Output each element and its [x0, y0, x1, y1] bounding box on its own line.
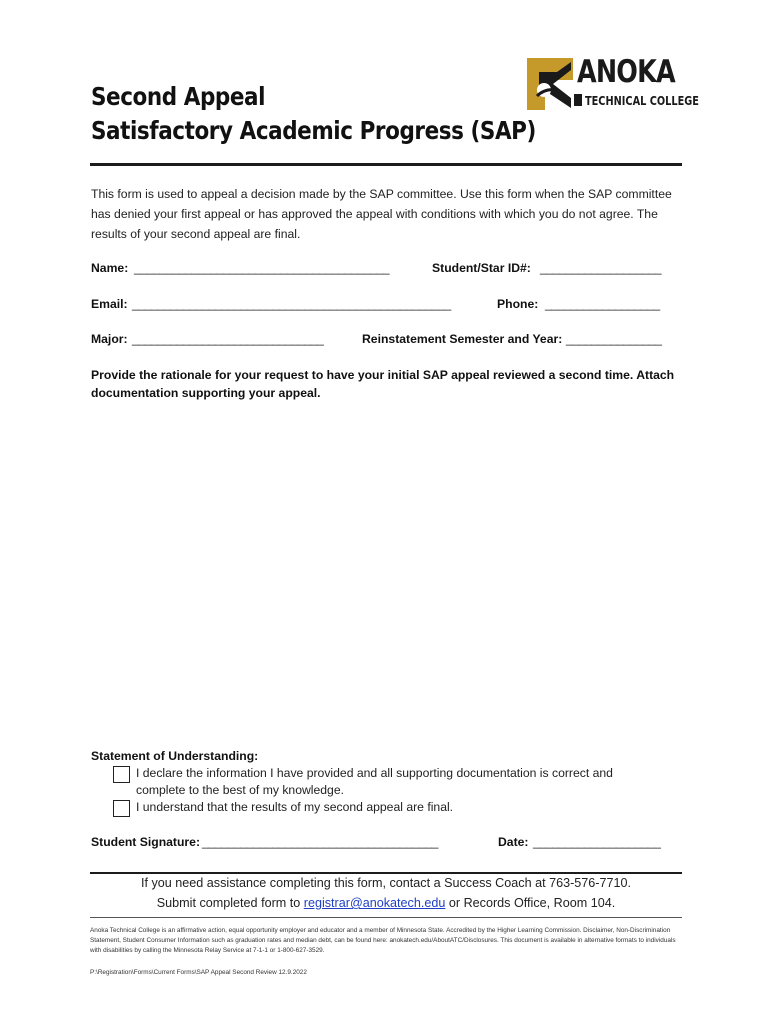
declaration-text-line-2: complete to the best of my knowledge. [136, 783, 344, 797]
phone-label: Phone: [497, 297, 539, 311]
date-field[interactable]: ____________________ [533, 835, 661, 849]
reinstatement-field[interactable]: _______________ [566, 332, 662, 346]
declaration-checkbox[interactable] [113, 766, 130, 783]
signature-label: Student Signature: [91, 835, 201, 849]
email-label: Email: [91, 297, 128, 311]
final-results-checkbox[interactable] [113, 800, 130, 817]
header-divider [90, 163, 682, 166]
signature-field[interactable]: _____________________________________ [202, 835, 438, 849]
name-label: Name: [91, 261, 129, 275]
statement-heading: Statement of Understanding: [91, 749, 259, 763]
intro-paragraph: This form is used to appeal a decision made by the SAP committee. Use this form when the SAP committee has denied your first appeal or has approved the appeal with conditions with which you do not agree. The results of your second appeal are final. [91, 187, 672, 241]
rationale-response-area[interactable] [91, 408, 681, 738]
page-title-line-1: Second Appeal [91, 82, 266, 111]
registrar-email-link[interactable]: registrar@anokatech.edu [303, 896, 446, 910]
submit-line [90, 896, 682, 910]
date-label: Date: [498, 835, 529, 849]
student-id-label: Student/Star ID#: [432, 261, 531, 275]
final-results-text: I understand that the results of my second appeal are final. [136, 800, 454, 814]
footer-divider-bottom [90, 917, 682, 918]
document-path: P:\Registration\Forms\Current Forms\SAP Appeal Second Review 12.9.2022 [90, 969, 307, 976]
disclaimer-text: Anoka Technical College is an affirmative action, equal opportunity employer and educator and a member of Minnesota State. Accredited by the Higher Learning Commission. Disclaimer, Non-Discrimination Statement, Student Consumer Information such as graduation rates and median debt, can be found here: anokatech.edu/AboutATC/Disclosures. This document is available in alternative formats to individuals with disabilities by calling the Minnesota Relay Service at 7-1-1 or 1-800-627-3529. [90, 927, 676, 954]
submit-prefix: Submit completed form to [156, 896, 301, 910]
reinstatement-label: Reinstatement Semester and Year: [362, 332, 563, 346]
logo-accent-bar [574, 94, 582, 106]
rationale-prompt: Provide the rationale for your request to have your initial SAP appeal reviewed a second time. Attach documentation supporting your appeal. [91, 368, 675, 400]
declaration-text-line-1: I declare the information I have provided and all supporting documentation is correct and [136, 766, 613, 780]
logo-subtitle: TECHNICAL COLLEGE [585, 93, 699, 108]
anoka-logo-icon [527, 58, 573, 110]
page-title-line-2: Satisfactory Academic Progress (SAP) [91, 116, 536, 145]
assistance-text: If you need assistance completing this form, contact a Success Coach at 763-576-7710. [140, 876, 632, 890]
submit-suffix: or Records Office, Room 104. [448, 896, 616, 910]
email-field[interactable]: __________________________________________________ [132, 297, 451, 311]
major-field[interactable]: ______________________________ [132, 332, 324, 346]
name-field[interactable]: ________________________________________ [134, 261, 390, 275]
footer-divider-top [90, 872, 682, 874]
major-label: Major: [91, 332, 128, 346]
logo-wordmark: ANOKA [577, 54, 675, 90]
student-id-field[interactable]: ___________________ [540, 261, 662, 275]
phone-field[interactable]: __________________ [545, 297, 660, 311]
